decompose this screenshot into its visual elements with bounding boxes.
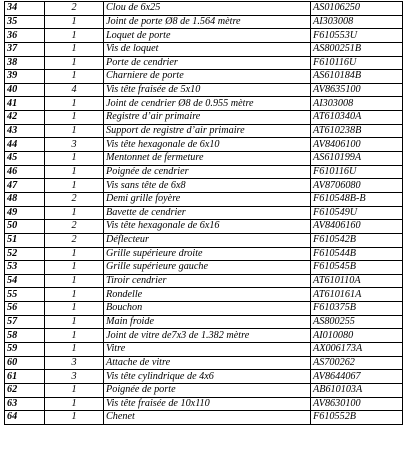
quantity-cell: 2: [45, 192, 104, 206]
table-row: [5, 192, 403, 206]
reference-cell: AV8630100: [311, 397, 403, 411]
parts-list-document: [4, 1, 402, 425]
designation-cell: Clou de 6x25: [104, 2, 311, 16]
quantity-cell: 4: [45, 83, 104, 97]
quantity-cell: 1: [45, 397, 104, 411]
designation-cell: Grille supérieure gauche: [104, 261, 311, 275]
reference-cell: AS700262: [311, 356, 403, 370]
part-number-cell: 40: [5, 83, 45, 97]
reference-cell: AV8706080: [311, 179, 403, 193]
designation-cell: Registre d’air primaire: [104, 111, 311, 125]
reference-cell: AS610184B: [311, 70, 403, 84]
designation-cell: Joint de porte Ø8 de 1.564 mètre: [104, 15, 311, 29]
table-row: [5, 2, 403, 16]
designation-cell: Poignée de cendrier: [104, 165, 311, 179]
quantity-cell: 1: [45, 411, 104, 425]
quantity-cell: 3: [45, 356, 104, 370]
table-row: [5, 261, 403, 275]
table-row: [5, 97, 403, 111]
quantity-cell: 3: [45, 138, 104, 152]
reference-cell: F610542B: [311, 233, 403, 247]
designation-cell: Déflecteur: [104, 233, 311, 247]
table-row: [5, 165, 403, 179]
designation-cell: Vis tête fraisée de 5x10: [104, 83, 311, 97]
table-row: [5, 233, 403, 247]
reference-cell: AS610199A: [311, 152, 403, 166]
designation-cell: Vis tête fraisée de 10x110: [104, 397, 311, 411]
designation-cell: Porte de cendrier: [104, 56, 311, 70]
quantity-cell: 1: [45, 97, 104, 111]
reference-cell: AV8644067: [311, 370, 403, 384]
table-row: [5, 302, 403, 316]
quantity-cell: 1: [45, 111, 104, 125]
reference-cell: F610553U: [311, 29, 403, 43]
designation-cell: Attache de vitre: [104, 356, 311, 370]
reference-cell: AB610103A: [311, 383, 403, 397]
table-row: [5, 288, 403, 302]
table-row: [5, 220, 403, 234]
quantity-cell: 1: [45, 247, 104, 261]
table-row: [5, 329, 403, 343]
reference-cell: F610544B: [311, 247, 403, 261]
quantity-cell: 2: [45, 2, 104, 16]
quantity-cell: 1: [45, 329, 104, 343]
reference-cell: AT610340A: [311, 111, 403, 125]
part-number-cell: 46: [5, 165, 45, 179]
part-number-cell: 58: [5, 329, 45, 343]
part-number-cell: 41: [5, 97, 45, 111]
designation-cell: Support de registre d’air primaire: [104, 124, 311, 138]
table-row: [5, 138, 403, 152]
quantity-cell: 1: [45, 302, 104, 316]
part-number-cell: 64: [5, 411, 45, 425]
part-number-cell: 42: [5, 111, 45, 125]
reference-cell: AX006173A: [311, 343, 403, 357]
quantity-cell: 1: [45, 124, 104, 138]
quantity-cell: 1: [45, 288, 104, 302]
table-row: [5, 15, 403, 29]
part-number-cell: 36: [5, 29, 45, 43]
designation-cell: Vis de loquet: [104, 42, 311, 56]
part-number-cell: 47: [5, 179, 45, 193]
designation-cell: Vis tête hexagonale de 6x10: [104, 138, 311, 152]
table-row: [5, 247, 403, 261]
quantity-cell: 1: [45, 343, 104, 357]
table-row: [5, 383, 403, 397]
reference-cell: AV8635100: [311, 83, 403, 97]
quantity-cell: 1: [45, 274, 104, 288]
table-row: [5, 274, 403, 288]
table-row: [5, 70, 403, 84]
designation-cell: Charniere de porte: [104, 70, 311, 84]
part-number-cell: 37: [5, 42, 45, 56]
part-number-cell: 35: [5, 15, 45, 29]
table-row: [5, 111, 403, 125]
quantity-cell: 1: [45, 261, 104, 275]
quantity-cell: 1: [45, 42, 104, 56]
part-number-cell: 38: [5, 56, 45, 70]
part-number-cell: 54: [5, 274, 45, 288]
quantity-cell: 3: [45, 370, 104, 384]
reference-cell: AS0106250: [311, 2, 403, 16]
reference-cell: AS800255: [311, 315, 403, 329]
quantity-cell: 1: [45, 56, 104, 70]
table-row: [5, 397, 403, 411]
designation-cell: Tiroir cendrier: [104, 274, 311, 288]
part-number-cell: 55: [5, 288, 45, 302]
quantity-cell: 1: [45, 383, 104, 397]
reference-cell: F610548B-B: [311, 192, 403, 206]
designation-cell: Rondelle: [104, 288, 311, 302]
table-row: [5, 356, 403, 370]
quantity-cell: 1: [45, 29, 104, 43]
designation-cell: Vitre: [104, 343, 311, 357]
reference-cell: AV8406100: [311, 138, 403, 152]
table-row: [5, 124, 403, 138]
part-number-cell: 59: [5, 343, 45, 357]
part-number-cell: 44: [5, 138, 45, 152]
reference-cell: AI303008: [311, 97, 403, 111]
reference-cell: AS800251B: [311, 42, 403, 56]
designation-cell: Chenet: [104, 411, 311, 425]
designation-cell: Vis tête cylindrique de 4x6: [104, 370, 311, 384]
table-row: [5, 83, 403, 97]
reference-cell: F610116U: [311, 165, 403, 179]
parts-table-body: [5, 2, 403, 425]
table-row: [5, 411, 403, 425]
designation-cell: Joint de vitre de7x3 de 1.382 mètre: [104, 329, 311, 343]
designation-cell: Mentonnet de fermeture: [104, 152, 311, 166]
table-row: [5, 152, 403, 166]
designation-cell: Vis sans tête de 6x8: [104, 179, 311, 193]
table-row: [5, 370, 403, 384]
reference-cell: F610375B: [311, 302, 403, 316]
reference-cell: F610116U: [311, 56, 403, 70]
part-number-cell: 43: [5, 124, 45, 138]
table-row: [5, 56, 403, 70]
part-number-cell: 51: [5, 233, 45, 247]
quantity-cell: 1: [45, 165, 104, 179]
designation-cell: Vis tête hexagonale de 6x16: [104, 220, 311, 234]
table-row: [5, 315, 403, 329]
part-number-cell: 50: [5, 220, 45, 234]
quantity-cell: 2: [45, 220, 104, 234]
designation-cell: Poignée de porte: [104, 383, 311, 397]
table-row: [5, 343, 403, 357]
designation-cell: Bouchon: [104, 302, 311, 316]
reference-cell: F610552B: [311, 411, 403, 425]
part-number-cell: 52: [5, 247, 45, 261]
quantity-cell: 1: [45, 70, 104, 84]
quantity-cell: 1: [45, 206, 104, 220]
designation-cell: Joint de cendrier Ø8 de 0.955 mètre: [104, 97, 311, 111]
table-row: [5, 179, 403, 193]
table-row: [5, 42, 403, 56]
part-number-cell: 61: [5, 370, 45, 384]
reference-cell: AT610161A: [311, 288, 403, 302]
part-number-cell: 57: [5, 315, 45, 329]
designation-cell: Bavette de cendrier: [104, 206, 311, 220]
part-number-cell: 62: [5, 383, 45, 397]
part-number-cell: 39: [5, 70, 45, 84]
part-number-cell: 48: [5, 192, 45, 206]
quantity-cell: 1: [45, 15, 104, 29]
quantity-cell: 2: [45, 233, 104, 247]
quantity-cell: 1: [45, 152, 104, 166]
part-number-cell: 53: [5, 261, 45, 275]
reference-cell: AT610110A: [311, 274, 403, 288]
reference-cell: AV8406160: [311, 220, 403, 234]
quantity-cell: 1: [45, 179, 104, 193]
part-number-cell: 60: [5, 356, 45, 370]
reference-cell: F610549U: [311, 206, 403, 220]
quantity-cell: 1: [45, 315, 104, 329]
reference-cell: AT610238B: [311, 124, 403, 138]
part-number-cell: 34: [5, 2, 45, 16]
designation-cell: Main froide: [104, 315, 311, 329]
reference-cell: AI303008: [311, 15, 403, 29]
designation-cell: Grille supérieure droite: [104, 247, 311, 261]
reference-cell: AI010080: [311, 329, 403, 343]
part-number-cell: 56: [5, 302, 45, 316]
designation-cell: Demi grille foyère: [104, 192, 311, 206]
reference-cell: F610545B: [311, 261, 403, 275]
part-number-cell: 49: [5, 206, 45, 220]
part-number-cell: 63: [5, 397, 45, 411]
designation-cell: Loquet de porte: [104, 29, 311, 43]
table-row: [5, 206, 403, 220]
table-row: [5, 29, 403, 43]
part-number-cell: 45: [5, 152, 45, 166]
parts-table: [4, 1, 403, 425]
